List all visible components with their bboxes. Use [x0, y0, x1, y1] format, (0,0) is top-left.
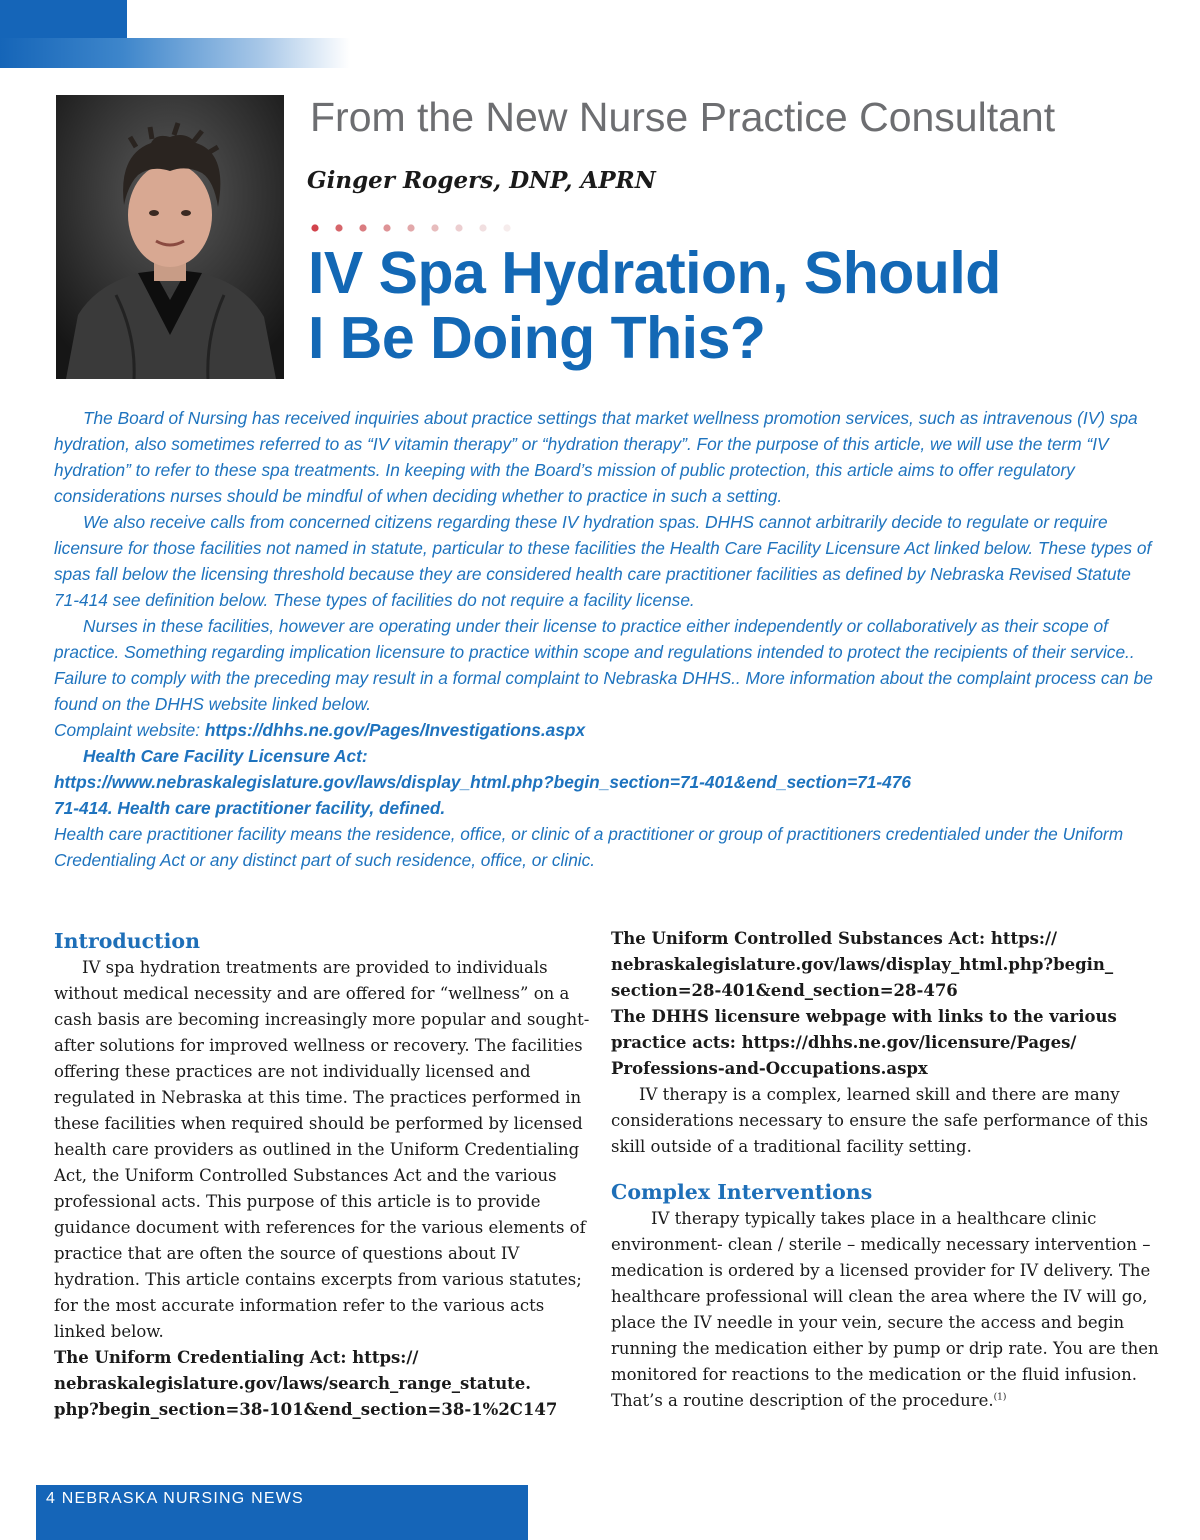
right-column — [611, 926, 1171, 1414]
headline-line-2: I Be Doing This? — [308, 305, 766, 371]
definition-text: Health care practitioner facility means the residence, office, or clinic of a practitioner or group of practitioners credentialed under the Uniform Credentialing Act or any distinct part of such residence, office, or clinic. — [54, 824, 1124, 870]
definition-heading: 71-414. Health care practitioner facility, defined. — [54, 798, 446, 818]
hcf-link-line — [54, 769, 1154, 795]
ucsa-line-2[interactable]: nebraskalegislature.gov/laws/display_html.php?begin_ — [611, 955, 1114, 974]
complaint-link[interactable]: https://dhhs.ne.gov/Pages/Investigations.aspx — [204, 720, 586, 740]
complaint-label: Complaint website: — [54, 720, 205, 740]
intro-paragraph-2: We also receive calls from concerned citizens regarding these IV hydration spas. DHHS cannot arbitrarily decide to regulate or require licensure for those facilities not named in statute, particular to these facilities the Health Care Facility Licensure Act linked below. These types of spas fall below the licensing threshold because they are considered health care practitioner facilities as defined by Nebraska Revised Statute 71-414 see definition below. These types of facilities do not require a facility license. — [54, 512, 1152, 610]
intro-block — [54, 405, 1154, 873]
ucsa-line-1[interactable]: The Uniform Controlled Substances Act: https:// — [611, 929, 1058, 948]
intro-paragraph-3: Nurses in these facilities, however are operating under their license to practice either independently or collaboratively as their scope of practice. Something regarding implication licensure to practice within scope and regulations intended to protect the recipients of their service.. Failure to comply with the preceding may result in a formal complaint to Nebraska DHHS.. More information about the complaint process can be found on the DHHS website linked below. — [54, 616, 1153, 714]
dhhs-line-3[interactable]: Professions-and-Occupations.aspx — [611, 1059, 928, 1078]
complex-interventions-heading: Complex Interventions — [611, 1180, 873, 1204]
page-number-footer: 4 NEBRASKA NURSING NEWS — [46, 1490, 304, 1507]
intro-paragraph-1: The Board of Nursing has received inquiries about practice settings that market wellness promotion services, such as intravenous (IV) spa hydration, also sometimes referred to as “IV vitamin therapy” or “hydration therapy”. For the purpose of this article, we will use the term “IV hydration” to refer to these spa treatments. In keeping with the Board’s mission of public protection, this article aims to offer regulatory considerations nurses should be mindful of when deciding whether to practice in such a setting. — [54, 408, 1138, 506]
footnote-mark: (1) — [993, 1392, 1007, 1403]
dhhs-line-1[interactable]: The DHHS licensure webpage with links to the various — [611, 1007, 1117, 1026]
article-headline — [308, 241, 1188, 371]
headline-line-1: IV Spa Hydration, Should — [308, 240, 1001, 306]
dhhs-line-2[interactable]: practice acts: https://dhhs.ne.gov/licensure/Pages/ — [611, 1033, 1077, 1052]
hcf-link[interactable]: https://www.nebraskalegislature.gov/laws/display_html.php?begin_section=71-401&end_section=71-476 — [54, 772, 911, 792]
ucsa-line-3[interactable]: section=28-401&end_section=28-476 — [611, 981, 958, 1000]
author-name: Ginger Rogers, DNP, APRN — [307, 167, 656, 194]
complex-interventions-paragraph: IV therapy typically takes place in a healthcare clinic environment- clean / sterile – medically necessary intervention – medication is ordered by a licensed provider for IV delivery. The healthcare professional will clean the area where the IV will go, place the IV needle in your vein, secure the access and begin running the medication either by pump or drip rate. You are then monitored for reactions to the medication or the fluid infusion. That’s a routine description of the procedure.$^{(1)}$ — [611, 1209, 1159, 1410]
author-portrait — [56, 95, 284, 379]
header-gradient-bar — [0, 38, 350, 68]
hcf-label: Health Care Facility Licensure Act: — [83, 746, 368, 766]
introduction-heading: Introduction — [54, 929, 200, 953]
ucaa-line-3[interactable]: php?begin_section=38-101&end_section=38-1%2C147 — [54, 1400, 558, 1419]
section-label: From the New Nurse Practice Consultant — [310, 94, 1056, 140]
ucaa-line-1[interactable]: The Uniform Credentialing Act: https:// — [54, 1348, 419, 1367]
ucaa-reference — [54, 1345, 599, 1423]
complaint-line — [54, 717, 1154, 743]
ucsa-reference — [611, 926, 1171, 1082]
left-column — [54, 927, 599, 1423]
ucaa-line-2[interactable]: nebraskalegislature.gov/laws/search_range_statute. — [54, 1374, 532, 1393]
introduction-body: IV spa hydration treatments are provided to individuals without medical necessity and are offered for “wellness” on a cash basis are becoming increasingly more popular and sought-after solutions for improved wellness or recovery. The facilities offering these practices are not individually licensed and regulated in Nebraska at this time. The practices performed in these facilities when required should be performed by licensed health care providers as outlined in the Uniform Credentialing Act, the Uniform Controlled Substances Act and the various professional acts. This purpose of this article is to provide guidance document with references for the various elements of practice that are often the source of questions about IV hydration. This article contains excerpts from various statutes; for the most accurate information refer to the various acts linked below. — [54, 958, 590, 1341]
decorative-dots — [310, 223, 520, 233]
iv-therapy-paragraph: IV therapy is a complex, learned skill and there are many considerations necessary to ensure the safe performance of this skill outside of a traditional facility setting. — [611, 1085, 1149, 1156]
